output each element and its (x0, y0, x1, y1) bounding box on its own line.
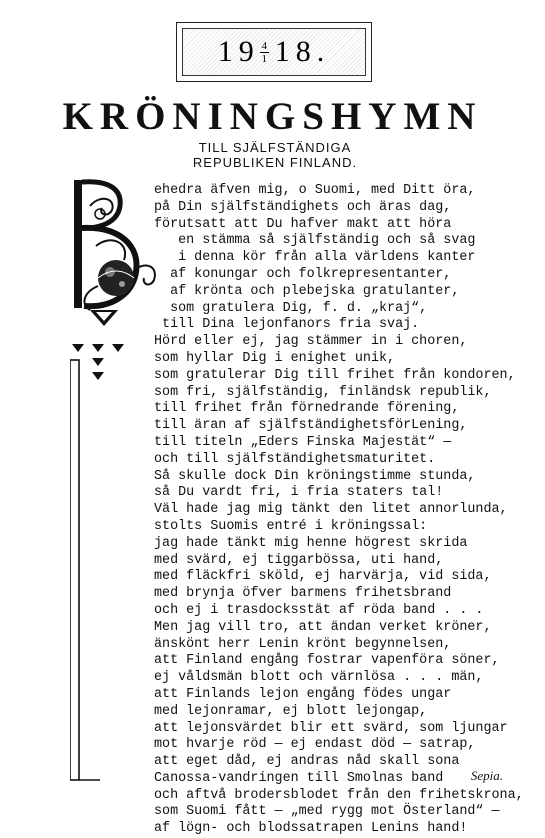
poem-line: att Finlands lejon engång födes ungar (154, 686, 452, 702)
poem-line: till äran af själfständighetsförLening, (154, 418, 468, 434)
date-year-end: 18. (274, 35, 331, 68)
poem-line: på Din själfständighets och äras dag, (154, 199, 452, 215)
poem-line: Så skulle dock Din kröningstimme stunda, (154, 468, 476, 484)
poem-line: i denna kör från alla världens kanter (178, 250, 476, 266)
poem-line: att eget dåd, ej andras nåd skall sona (154, 754, 460, 770)
poem-line: Canossa-vandringen till Smolnas band (154, 770, 444, 786)
poem-line: och aftvå brodersblodet från den frihetskrona, (154, 787, 524, 803)
date-year-part: 19 (217, 35, 260, 68)
poem-line: med fläckfri sköld, ej harvärja, vid sida, (154, 569, 492, 585)
ornate-initial-b-icon (60, 176, 162, 336)
poem-line: af konungar och folkrepresentanter, (170, 266, 452, 282)
poem-line: och ej i trasdocksstät af röda band . . . (154, 602, 484, 618)
poem-line: med brynja öfver barmens frihetsbrand (154, 586, 452, 602)
poem-line: af krönta och plebejska gratulanter, (170, 283, 460, 299)
poem-line: som gratulera Dig, f. d. „kraj“, (170, 300, 428, 316)
triangle-ornament-icon (70, 334, 128, 784)
poem-line: som fri, själfständig, finländsk republik, (154, 384, 492, 400)
poem-line: änskönt herr Lenin krönt begynnelsen, (154, 636, 452, 652)
date-fraction (260, 41, 269, 64)
date-fraction-bottom: 1 (261, 52, 267, 65)
poem-line: med svärd, ej tiggarbössa, uti hand, (154, 552, 444, 568)
poem-line: som Suomi fått — „med rygg mot Österland“ — (154, 804, 500, 820)
subtitle-line: TILL SJÄLFSTÄNDIGA (198, 140, 352, 155)
author-signature: Sepia. (470, 768, 503, 783)
poem-line: som hyllar Dig i enighet unik, (154, 350, 396, 366)
poem-line: med lejonramar, ej blott lejongap, (154, 703, 428, 719)
date-box (176, 22, 372, 82)
poem-line: så Du vardt fri, i fria staters tal! (154, 485, 444, 501)
poem-line: Hörd eller ej, jag stämmer in i choren, (154, 334, 468, 350)
poem-line: af lögn- och blodssatrapen Lenins hand! (154, 821, 468, 837)
poem-line: som gratulerar Dig till frihet från kondoren, (154, 367, 516, 383)
poem-line: ehedra äfven mig, o Suomi, med Ditt öra, (154, 183, 476, 198)
poem-line: en stämma så själfständig och så svag (178, 233, 476, 249)
poem-line: att Finland engång fostrar vapenföra söner, (154, 653, 500, 669)
poem-line: stolts Suomis entré i kröningssal: (154, 518, 428, 534)
subtitle-line: REPUBLIKEN FINLAND. (192, 155, 358, 170)
poem-line: till titeln „Eders Finska Majestät“ — (154, 434, 452, 450)
poem-line: till frihet från förnedrande förening, (154, 401, 460, 417)
poem-line: Väl hade jag mig tänkt den litet annorlunda, (154, 502, 508, 518)
subtitle (150, 140, 400, 170)
poem-line: Men jag vill tro, att ändan verket kröner, (154, 619, 492, 635)
date-display (182, 28, 366, 76)
poem-line: förutsatt att Du hafver makt att höra (154, 216, 452, 232)
poem-line: ej våldsmän blott och värnlösa . . . män, (154, 670, 484, 686)
poem-line: och till själfständighetsmaturitet. (154, 451, 436, 467)
poem-line: mot hvarje röd — ej endast död — satrap, (154, 737, 476, 753)
date-fraction-top: 4 (261, 39, 267, 52)
poem-text (154, 183, 524, 838)
poem-line: till Dina lejonfanors fria svaj. (162, 317, 420, 333)
poem-line: jag hade tänkt mig henne högrest skrida (154, 535, 468, 551)
page-title: KRÖNINGSHYMN (62, 95, 483, 138)
poem-line: att lejonsvärdet blir ett svärd, som ljungar (154, 720, 508, 736)
